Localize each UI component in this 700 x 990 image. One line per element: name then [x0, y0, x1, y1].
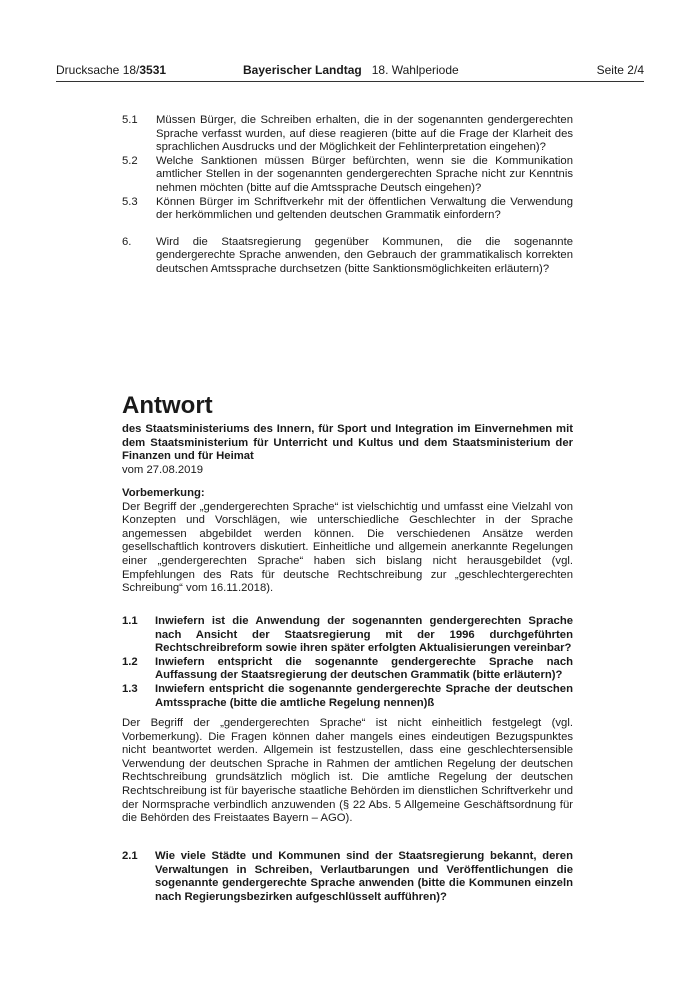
bold-question-item	[122, 656, 573, 683]
question-number: 5.3	[122, 195, 138, 208]
question-number: 1.3	[122, 682, 138, 695]
question-number: 1.1	[122, 615, 138, 627]
answer-paragraph: Der Begriff der „gendergerechten Sprache“ ist nicht einheitlich festgelegt (vgl. Vorbemerkung). Die Fragen können daher mangels eines eindeutigen Bezugspunktes nicht beantwortet werden. Allgemein ist festzustellen, dass eine geschlechtersensible Verwendung der deutschen Sprache in Rahmen der amtlichen Regelung der deutschen Rechtschreibung grundsätzlich möglich ist. Die amtliche Regelung der deutschen Rechtschreibung ist für bayerische staatliche Behörden im dienstlichen Schriftverkehr und der Normsprache verbindlich anzuwenden (§ 22 Abs. 5 Allgemeine Geschäftsordnung für die Behörden des Freistaates Bayern – AGO).	[122, 717, 573, 825]
question-text: Inwiefern ist die Anwendung der sogenannten gendergerechten Sprache nach Ansicht der Staatsregierung mit der 1996 durchgeführten Rechtschreibreform sowie ihren später erfolgten Aktualisierungen vereinbar?	[155, 615, 573, 655]
question-item	[122, 155, 573, 196]
answer-title: Antwort	[122, 392, 213, 419]
question-text: Müssen Bürger, die Schreiben erhalten, die in der sogenannten gendergerechten Sprache verfasst wurden, auf diese reagieren (bitte auf die Frage der Klarheit des sprachlichen Ausdrucks und der Möglichkeit der Fehlinterpretation eingehen)?	[156, 114, 573, 154]
bold-question-item	[122, 850, 573, 904]
bold-question-group	[122, 850, 573, 904]
question-number: 5.2	[122, 154, 138, 167]
page-number: Seite 2/4	[596, 63, 644, 77]
question-number: 2.1	[122, 850, 138, 862]
question-text: Inwiefern entspricht die sogenannte gendergerechte Sprache der deutschen Amtssprache (bitte die amtliche Regelung nennen)ß	[155, 682, 573, 709]
parliament-info	[243, 62, 459, 78]
question-list	[122, 114, 573, 277]
parliament-name: Bayerischer Landtag	[243, 63, 362, 77]
question-item	[122, 196, 573, 223]
question-number: 6.	[122, 235, 132, 248]
legislative-period: 18. Wahlperiode	[371, 63, 459, 77]
bold-question-group	[122, 615, 573, 710]
question-number: 5.1	[122, 114, 138, 126]
preliminary-remark	[122, 487, 573, 596]
question-text: Wie viele Städte und Kommunen sind der Staatsregierung bekannt, deren Verwaltungen in Schreiben, Verlautbarungen und Veröffentlichungen die sogenannte gendergerechte Sprache anwenden (bitte die Kommunen einzeln nach Regierungsbezirken aufgeschlüsselt aufführen)?	[155, 850, 573, 903]
header-divider	[56, 81, 644, 82]
answer-intro	[122, 423, 573, 477]
document-prefix: Drucksache 18/	[56, 63, 140, 77]
document-number	[56, 62, 166, 78]
question-text: Welche Sanktionen müssen Bürger befürchten, wenn sie die Kommunikation amtlicher Stellen in der sogenannten gendergerechten Sprache nicht zur Kenntnis nehmen möchten (bitte auf die Amtssprache Deutsch eingehen)?	[156, 154, 573, 194]
question-text: Wird die Staatsregierung gegenüber Kommunen, die die sogenannte gendergerechte Sprache anwenden, den Gebrauch der grammatikalisch korrekten deutschen Amtssprache durchsetzen (bitte Sanktionsmöglichkeiten erläutern)?	[156, 235, 573, 275]
ministry-statement: des Staatsministeriums des Innern, für Sport und Integration im Einvernehmen mit dem Staatsministerium für Unterricht und Kultus und dem Staatsministerium der Finanzen und für Heimat	[122, 423, 573, 463]
answer-date: vom 27.08.2019	[122, 463, 204, 476]
question-item	[122, 114, 573, 155]
question-text: Können Bürger im Schriftverkehr mit der öffentlichen Verwaltung die Verwendung der herkömmlichen und geltenden deutschen Grammatik einfordern?	[156, 195, 573, 222]
document-number-value: 3531	[139, 63, 167, 77]
preliminary-heading: Vorbemerkung:	[122, 487, 205, 499]
question-number: 1.2	[122, 655, 138, 668]
question-text: Inwiefern entspricht die sogenannte gendergerechte Sprache nach Auffassung der Staatsregierung der deutschen Grammatik (bitte erläutern)?	[155, 655, 573, 682]
bold-question-item	[122, 615, 573, 656]
question-item	[122, 236, 573, 277]
preliminary-text: Der Begriff der „gendergerechten Sprache“ ist vielschichtig und umfasst eine Vielzahl von Konzepten und Vorschlägen, wie unterschiedliche Geschlechter in der Sprache angemessen abgebildet werden können. Die verschiedenen Ansätze werden gesellschaftlich kontrovers diskutiert. Einheitliche und allgemein anerkannte Regelungen einer „gendergerechten Sprache“ haben sich bislang nicht herausgebildet (vgl. Empfehlungen des Rats für deutsche Rechtschreibung zur „geschlechtergerechten Schreibung“ vom 16.11.2018).	[122, 500, 573, 595]
bold-question-item	[122, 683, 573, 710]
